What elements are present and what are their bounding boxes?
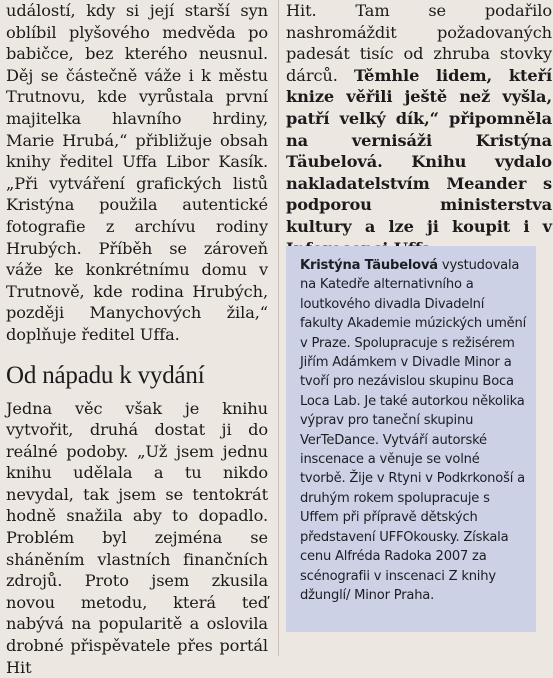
right-column	[286, 0, 552, 259]
section-heading: Od nápadu k vydání	[6, 362, 268, 390]
article-text-bold: Těmhle lidem, kteří knize věřili ještě než vyšla, patří velký dík,“ připomněla na vernisáži Kristýna Täubelová. Knihu vydalo nakladatelstvím Meander s podporou ministerstva kultury a lze ji koupit i v	[286, 66, 552, 258]
article-paragraph: Jedna věc však je knihu vytvořit, druhá dostat ji do reálné podoby. „Už jsem jednu knihu udělala a tu nikdo nevydal, tak jsem se tentokrát hodně snažila aby to dopadlo. Problém byl zejména se sháněním vlastních finančních zdrojů. Proto jsem zkusila novou metodu, která teď nabývá na popularitě a oslovila drobné přispěvatele přes portál Hit	[6, 398, 268, 678]
author-bio: vystudovala na Katedře alternativního a loutkového divadla Divadelní fakulty Akademie múzických umění v Praze. Spolupracuje s režisérem Jiřím Adámkem v Divadle Minor a tvoří pro nezávislou skupinu Boca Loca Lab. Je také autorkou několika výprav pro taneční skupinu VerTeDance. Vytváří autorské inscenace a věnuje se volné tvorbě. Žije v Rtyni v Podkrkonoší a druhým rokem spolupracuje s Uffem při přípravě dětských představení UFFOkousky. Získala cenu Alfréda Radoka 2007 za scénografii v inscenaci Z knihy džunglí/ Minor Praha.	[300, 258, 526, 603]
left-column	[6, 0, 268, 678]
column-divider	[278, 0, 279, 656]
article-paragraph	[286, 0, 552, 259]
article-paragraph: událostí, kdy si její starší syn oblíbil plyšového medvěda po babičce, bez kterého neusnul. Děj se částečně váže i k městu Trutnovu, kde vyrůstala první majitelka hlavního hrdiny, Marie Hrubá,“ přibližuje obsah knihy ředitel Uffa Libor Kasík. „Při vytváření grafických listů Kristýna použila autentické fotografie z archívu rodiny Hrubých. Příběh se zároveň váže ke konkrétnímu domu v Trutnově, kde rodina Hrubých, později Manychových žila,“ doplňuje ředitel Uffa.	[6, 0, 268, 346]
author-bio-box	[286, 246, 536, 632]
author-name: Kristýna Täubelová	[300, 258, 438, 273]
author-bio-text	[300, 256, 528, 605]
article-text: Hit. Tam se podařilo nashromáždit požadovaných padesát tisíc od zhruba stovky dárců.	[286, 1, 552, 85]
